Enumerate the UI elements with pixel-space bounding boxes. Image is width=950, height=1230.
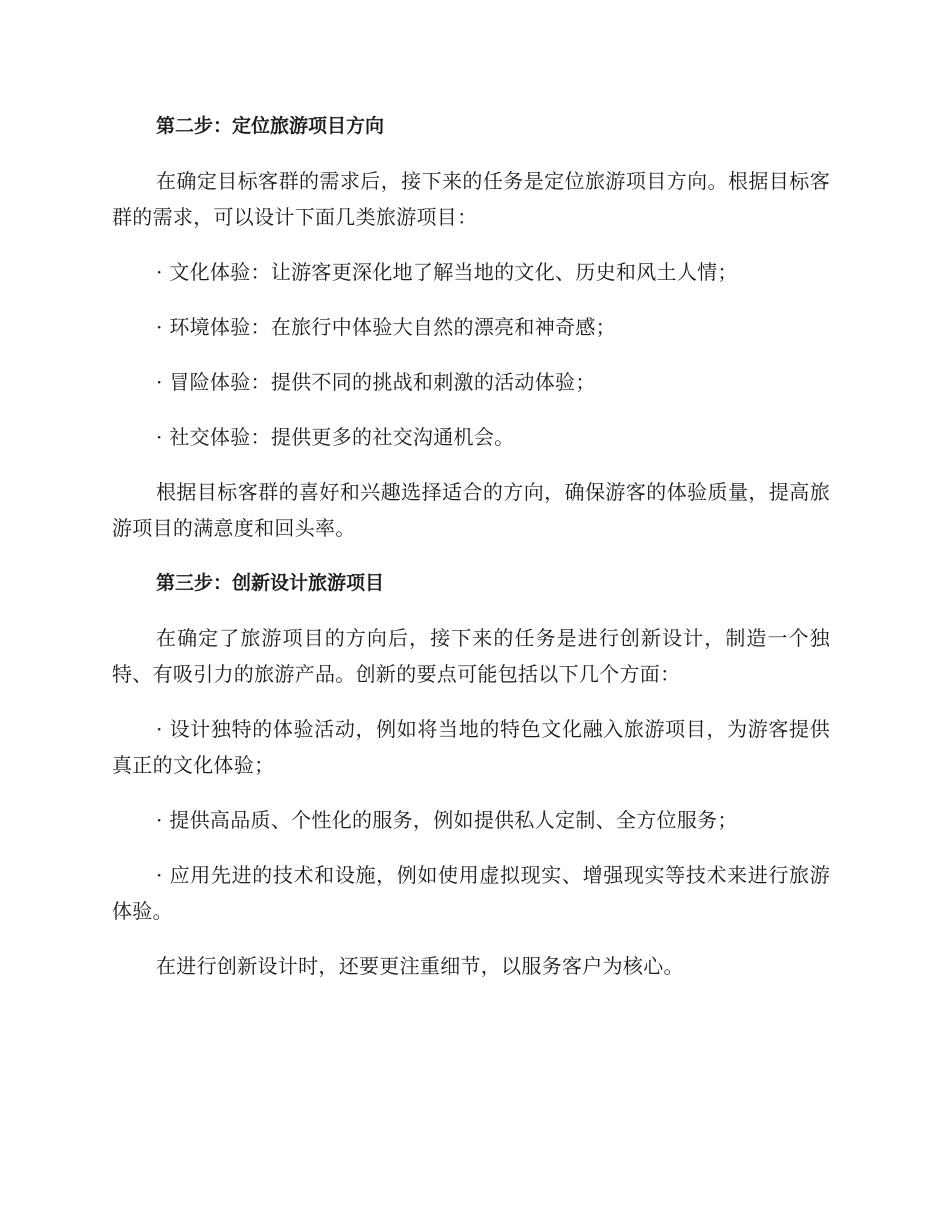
section3-closing: 在进行创新设计时，还要更注重细节，以服务客户为核心。 xyxy=(156,954,684,978)
section2-bullet-culture: · 文化体验：让游客更深化地了解当地的文化、历史和风土人情； xyxy=(156,260,738,284)
section3-bullet-activities: · 设计独特的体验活动，例如将当地的特色文化融入旅游项目，为游客提供真正的文化体验； xyxy=(112,717,830,777)
section2-closing: 根据目标客群的喜好和兴趣选择适合的方向，确保游客的体验质量，提高旅游项目的满意度和回头率。 xyxy=(112,480,830,540)
section2-bullet-adventure: · 冒险体验：提供不同的挑战和刺激的活动体验； xyxy=(156,370,596,394)
section3-bullet-service: · 提供高品质、个性化的服务，例如提供私人定制、全方位服务； xyxy=(156,808,738,832)
section2-bullet-social: · 社交体验：提供更多的社交沟通机会。 xyxy=(156,425,515,449)
section3-intro: 在确定了旅游项目的方向后，接下来的任务是进行创新设计，制造一个独特、有吸引力的旅游产品。创新的要点可能包括以下几个方面： xyxy=(112,626,830,686)
document-page xyxy=(112,108,830,1003)
section2-bullet-environment: · 环境体验：在旅行中体验大自然的漂亮和神奇感； xyxy=(156,315,616,339)
section2-heading: 第二步：定位旅游项目方向 xyxy=(156,115,385,137)
section2-intro: 在确定目标客群的需求后，接下来的任务是定位旅游项目方向。根据目标客群的需求，可以设计下面几类旅游项目： xyxy=(112,169,830,229)
section3-bullet-technology: · 应用先进的技术和设施，例如使用虚拟现实、增强现实等技术来进行旅游体验。 xyxy=(112,863,830,923)
section3-heading: 第三步：创新设计旅游项目 xyxy=(156,572,385,594)
